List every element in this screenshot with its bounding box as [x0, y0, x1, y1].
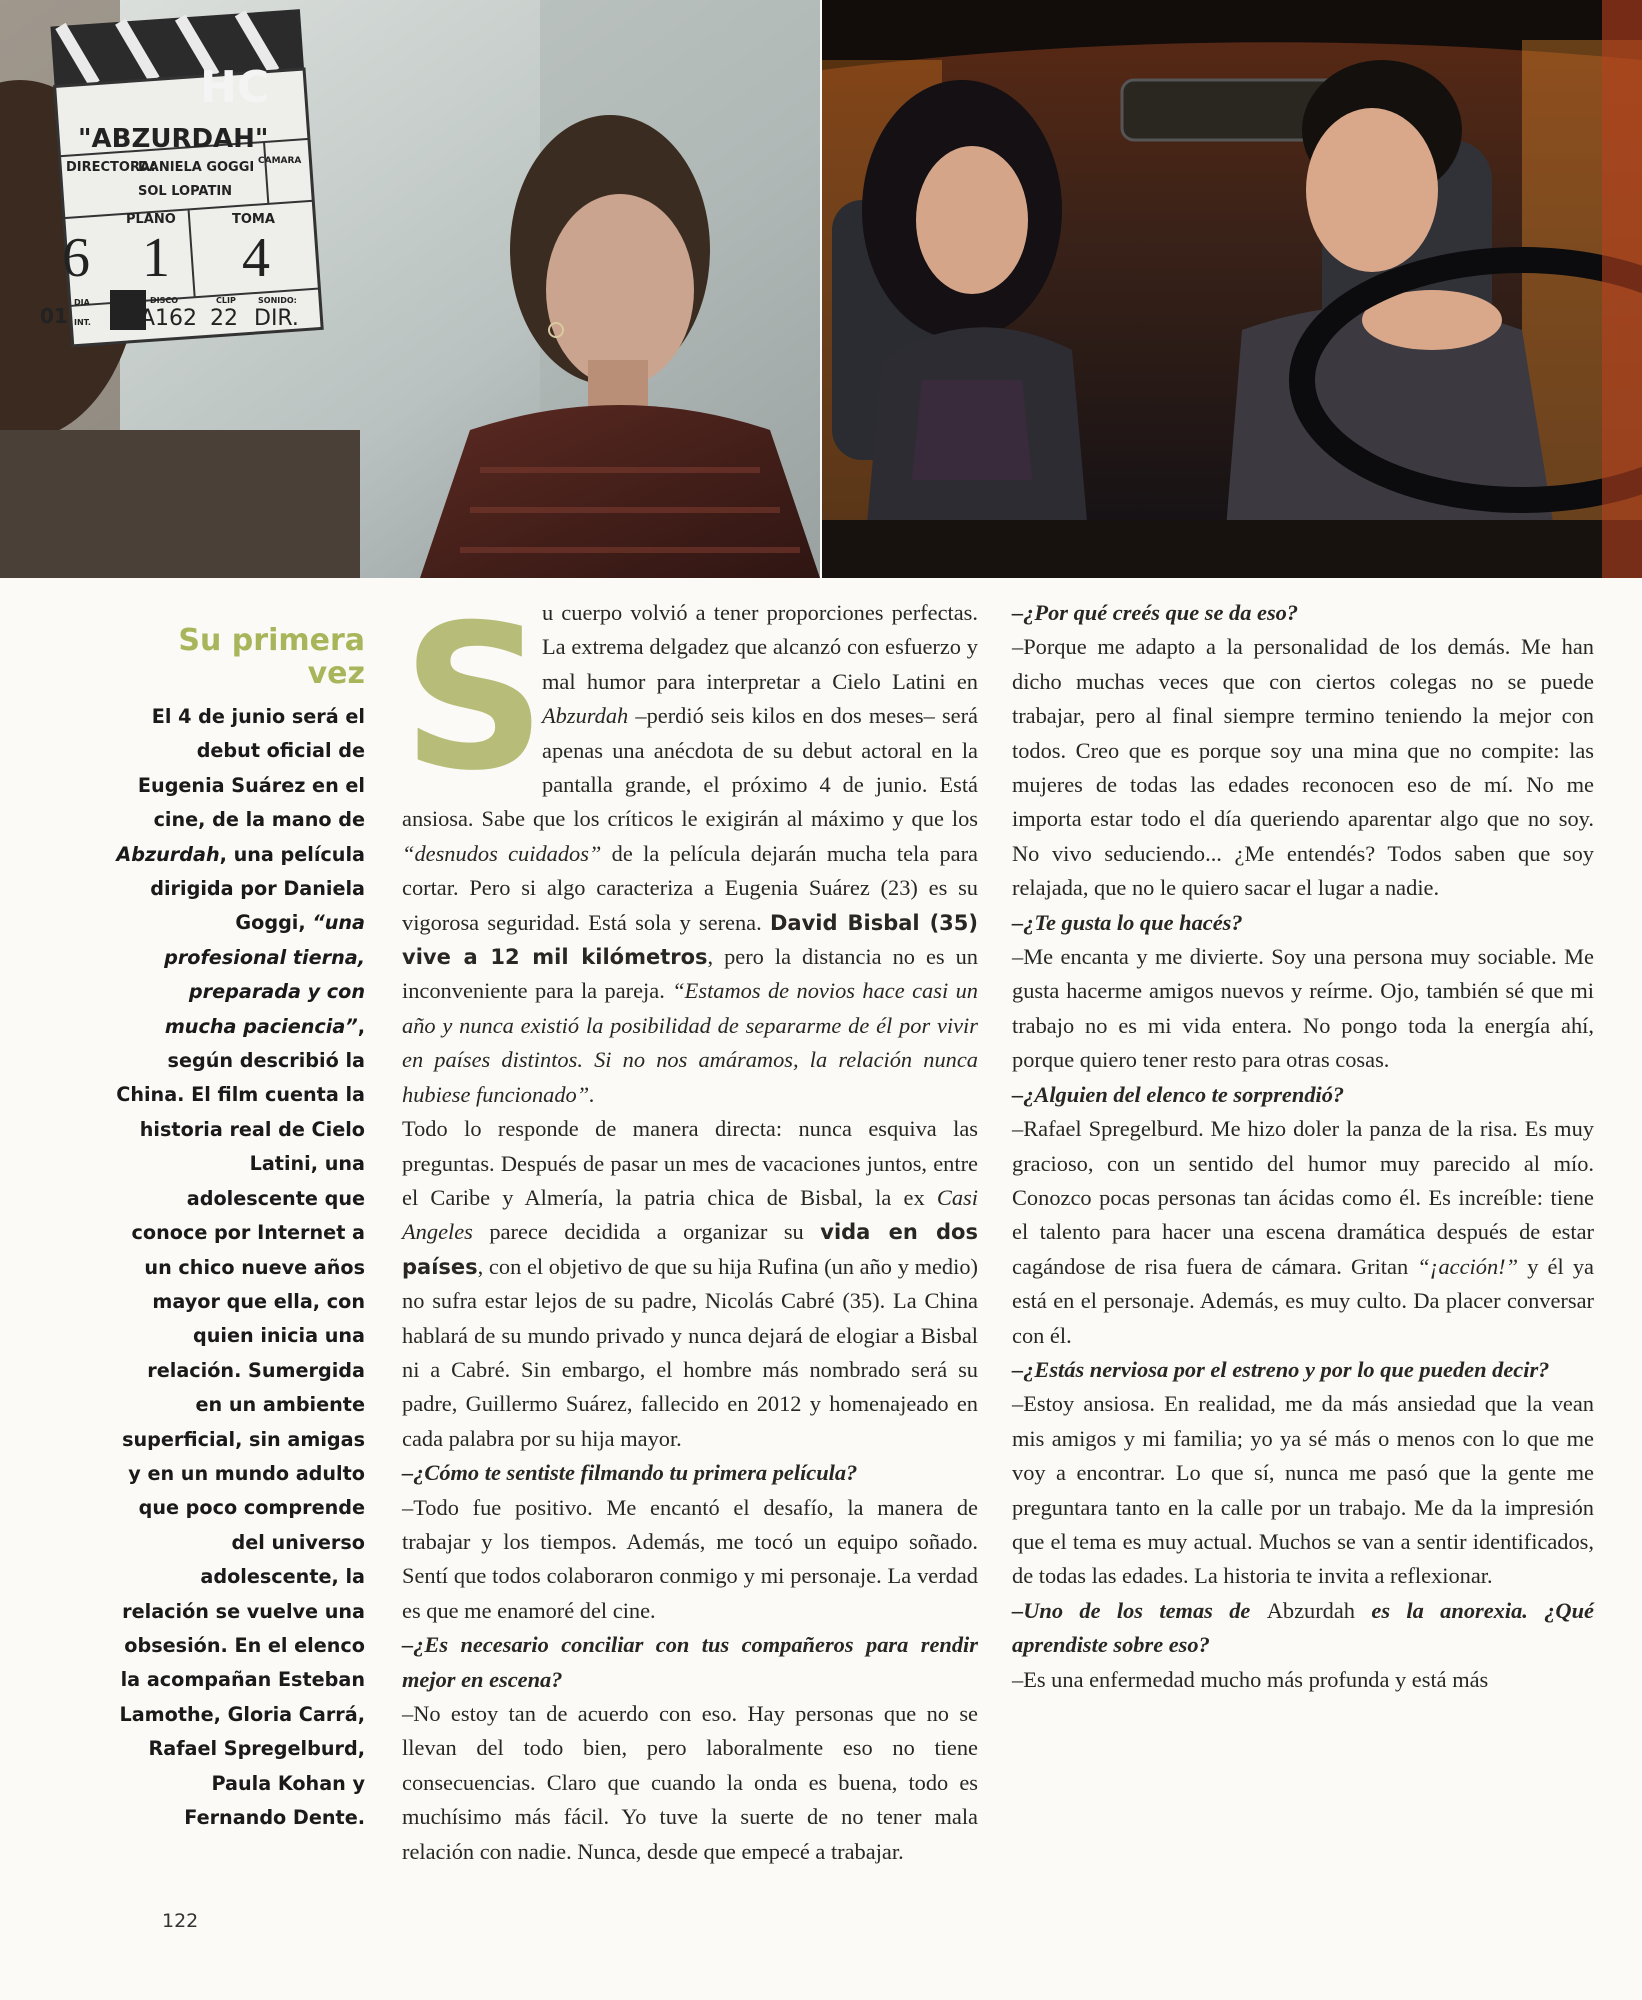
article-paragraph-2 [402, 1112, 978, 1456]
clapper-plano-label: PLANO [126, 212, 176, 227]
clapper-sonido-label: SONIDO: [258, 296, 297, 305]
p2-text-1: Todo lo responde de manera directa: nunca esquiva las preguntas. Después de pasar un mes de vacaciones juntos, entre el Caribe y Almería, la patria chica de Bisbal, la ex [402, 1116, 978, 1210]
intro-film-title: Abzurdah [542, 703, 629, 729]
p2-show-title: Casi Angeles [402, 1184, 978, 1245]
question-5: –¿Alguien del elenco te sorprendió? [1012, 1081, 1345, 1107]
a5-quote: “¡acción!” [1417, 1253, 1519, 1279]
a5-text-2: y él ya está en el personaje. Además, es muy culto. Da placer conversar con él. [1012, 1253, 1594, 1348]
answer-6: –Estoy ansiosa. En realidad, me da más ansiedad que la vean mis amigos y mi familia; yo ya sé más o menos con lo que me voy a encontrar. Lo que sí, nunca me pasó que la gente me preguntara tanto en la calle por un trabajo. Me da la impresión que el tema es muy actual. Muchos se van a sentir identificados, de todas las edades. La historia te invita a reflexionar. [1012, 1391, 1594, 1589]
sidebar-film-title: Abzurdah [116, 842, 220, 866]
sidebar-quote: “una profesional tierna, preparada y con mucha paciencia” [164, 911, 365, 1038]
clapper-toma-value: 4 [242, 227, 270, 289]
photo-strip [0, 0, 1642, 578]
clapper-clip-label: CLIP [216, 296, 236, 305]
clapper-title: "ABZURDAH" [78, 124, 269, 154]
clapper-disco-value: A162 [140, 306, 198, 331]
p2-text-2: parece decidida a organizar su [472, 1219, 821, 1245]
clapper-plano-value: 1 [142, 227, 170, 289]
car-scene-illustration [822, 0, 1642, 578]
page-number: 122 [162, 1910, 199, 1932]
sidebar-text-1: El 4 de junio será el debut oficial de Eugenia Suárez en el cine, de la mano de [137, 705, 365, 832]
article-column-2 [1012, 596, 1594, 1697]
q7-film-title: Abzurdah [1266, 1597, 1356, 1623]
answer-3: –Porque me adapto a la personalidad de los demás. Me han dicho muchas veces que con ciertos colegas no se puede trabajar, pero al final siempre termino teniendo la mejor con todos. Creo que es porque soy una mina que no compite: las mujeres de todas las edades reconocen eso de mí. No me importa estar todo el día queriendo aparentar algo que no soy. No vivo seduciendo... ¿Me entendés? Todos saben que soy relajada, que no le quiero sacar el lugar a nadie. [1012, 634, 1594, 901]
sidebar-text-3: , según describió la China. El film cuenta la historia real de Cielo Latini, una adolescente que conoce por Internet a un chico nueve años mayor que ella, con quien inicia una relación. Sumergida en un ambiente superficial, sin amigas y en un mundo adulto que poco comprende del universo adolescente, la relación se vuelve una obsesión. En el elenco la acompañan Esteban Lamothe, Gloria Carrá, Rafael Spregelburd, Paula Kohan y Fernando Dente. [116, 1014, 365, 1829]
drop-cap: S [402, 582, 547, 815]
p2-highlight: vida en dos países [402, 1220, 978, 1279]
question-2: –¿Es necesario conciliar con tus compañeros para rendir mejor en escena? [402, 1632, 978, 1692]
clapper-clip-value: 22 [210, 306, 238, 331]
clapper-director: DANIELA GOGGI [138, 160, 255, 175]
clapper-scene-value: 6 [62, 227, 90, 289]
answer-5 [1012, 1112, 1594, 1353]
sidebar-body [115, 700, 365, 1835]
clapperboard-scene-illustration [0, 0, 820, 578]
sidebar-box [115, 624, 365, 1835]
question-1: –¿Cómo te sentiste filmando tu primera película? [402, 1460, 858, 1486]
intro-text-3: de la película dejarán mucha tela para cortar. Pero si algo caracteriza a Eugenia Suárez (23) es su vigorosa seguridad. Está sola y serena. [402, 840, 978, 935]
a5-text-1: –Rafael Spregelburd. Me hizo doler la panza de la risa. Es muy gracioso, con un sentido del humor muy parecido al mío. Conozco pocas personas tan ácidas como él. Es increíble: tiene el talento para hacer una escena dramática después de estar cagándose de risa fuera de cámara. Gritan [1012, 1116, 1594, 1279]
sidebar-text-2: , una película dirigida por Daniela Goggi, [150, 842, 365, 935]
q7-text-1: –Uno de los temas de [1012, 1597, 1267, 1623]
intro-highlight: David Bisbal (35) vive a 12 mil kilómetros [402, 910, 979, 970]
article-column-1 [402, 582, 979, 1869]
question-7 [1012, 1594, 1594, 1663]
q7-text-2: es la anorexia. ¿Qué aprendiste sobre eso? [1012, 1597, 1594, 1658]
intro-quote-2: “Estamos de novios hace casi un año y nunca existió la posibilidad de separarme de él por vivir en países distintos. Si no nos amáramos, la relación nunca hubiese funcionado”. [402, 978, 978, 1107]
photo-film-set-clapperboard [0, 0, 820, 578]
question-3: –¿Por qué creés que se da eso? [1012, 600, 1299, 625]
p2-text-3: , con el objetivo de que su hija Rufina (un año y medio) no sufra estar lejos de su padre, Nicolás Cabré (35). La China hablará de su mundo privado y nunca dejará de elogiar a Bisbal ni a Cabré. Sin embargo, el hombre más nombrado será su padre, Guillermo Suárez, fallecido en 2012 y homenajeado en cada palabra por su hija mayor. [402, 1253, 978, 1451]
intro-text-2: –perdió seis kilos en dos meses– será apenas una anécdota de su debut actoral en la pantalla grande, el próximo 4 de junio. Está ansiosa. Sabe que los críticos le exigirán al máximo y que los [402, 703, 978, 832]
answer-4: –Me encanta y me divierte. Soy una persona muy sociable. Me gusta hacerme amigos nuevos y reírme. Ojo, también sé que mi trabajo no es mi vida entera. No pongo toda la energía ahí, porque quiero tener resto para otras cosas. [1012, 944, 1594, 1073]
intro-quote: “desnudos cuidados” [402, 840, 602, 866]
question-6: –¿Estás nerviosa por el estreno y por lo que pueden decir? [1012, 1356, 1550, 1382]
photo-car-scene [822, 0, 1642, 578]
sidebar-title: Su primera vez [178, 623, 365, 691]
clapper-day-value: 01 [40, 304, 68, 328]
answer-7: –Es una enfermedad mucho más profunda y está más [1012, 1666, 1489, 1692]
clapper-int-label: INT. [74, 318, 91, 327]
answer-2: –No estoy tan de acuerdo con eso. Hay personas que no se llevan del todo bien, pero laboralmente eso no tiene consecuencias. Claro que cuando la onda es buena, todo es muchísimo más fácil. Yo tuve la suerte de no tener mala relación con nadie. Nunca, desde que empecé a trabajar. [402, 1701, 978, 1864]
clapper-director-label: DIRECTORA: [66, 160, 156, 175]
clapper-camera-label: CAMARA [258, 156, 302, 166]
clapper-producer: SOL LOPATIN [138, 184, 233, 199]
intro-text-4: , pero la distancia no es un inconveniente para la pareja. [402, 944, 978, 1004]
clapper-dia-label: DIA [74, 298, 90, 307]
clapper-logo: HC [200, 62, 270, 113]
clapper-toma-label: TOMA [232, 212, 275, 227]
clapper-disco-label: DISCO [150, 296, 179, 305]
answer-1: –Todo fue positivo. Me encantó el desafío, la manera de trabajar y los tiempos. Además, me tocó un equipo soñado. Sentí que todos colaboraron conmigo y mi personaje. La verdad es que me enamoré del cine. [402, 1494, 978, 1623]
clapper-sonido-value: DIR. [254, 306, 299, 331]
question-4: –¿Te gusta lo que hacés? [1012, 909, 1243, 935]
intro-text-1: u cuerpo volvió a tener proporciones perfectas. La extrema delgadez que alcanzó con esfuerzo y mal humor para interpretar a Cielo Latini en [542, 600, 978, 694]
